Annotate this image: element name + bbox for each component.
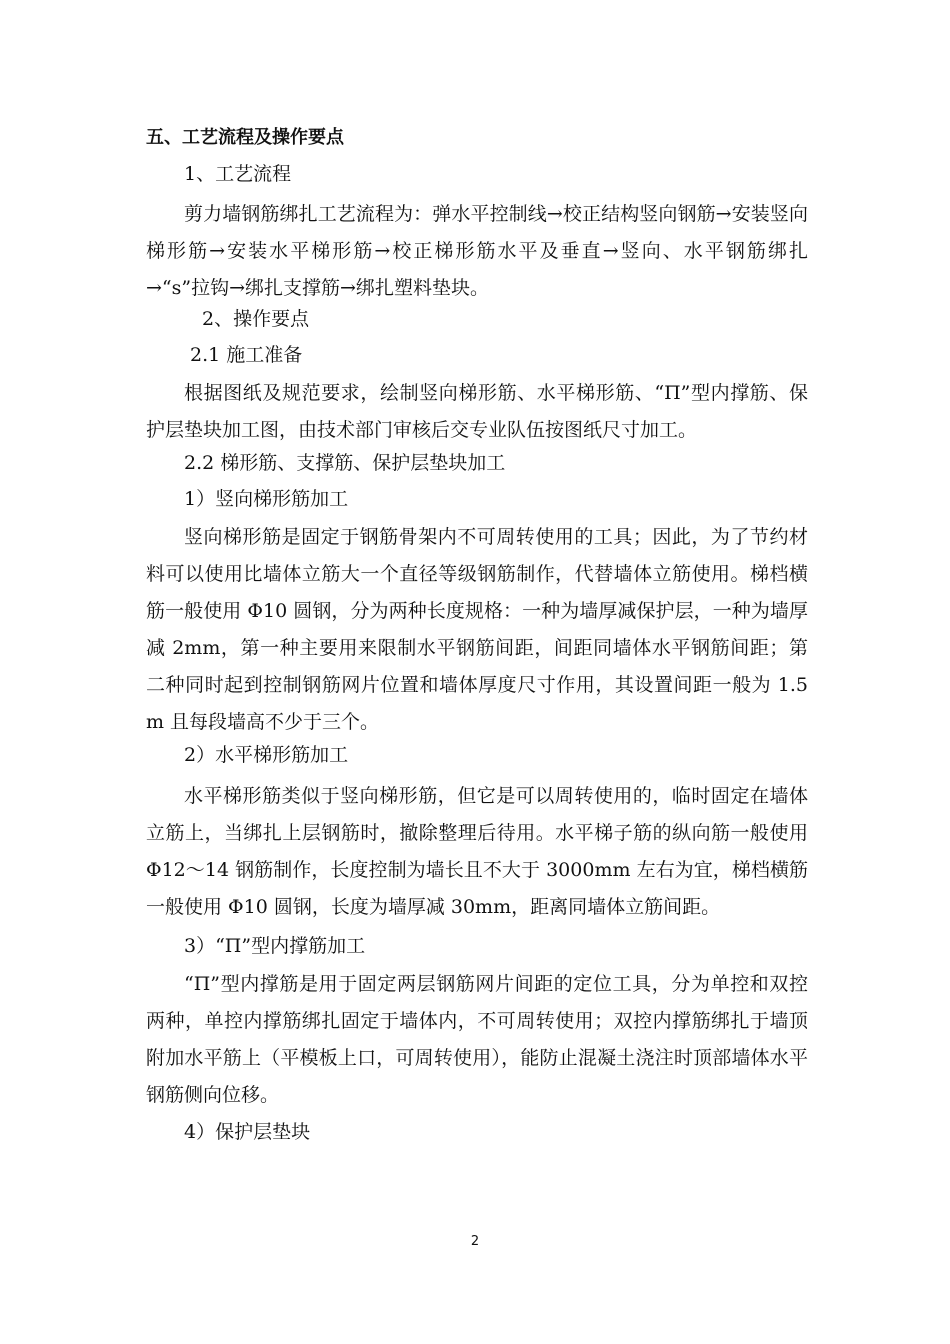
item-title-horizontal-ladder: 2）水平梯形筋加工 <box>184 744 349 766</box>
subsection-title-construction-prep: 2.1 施工准备 <box>190 344 303 366</box>
item-title-vertical-ladder: 1）竖向梯形筋加工 <box>184 488 349 510</box>
page-number: 2 <box>470 1234 480 1249</box>
subsection-title-process-flow: 1、工艺流程 <box>184 163 292 185</box>
paragraph-horizontal-ladder: 水平梯形筋类似于竖向梯形筋，但它是可以周转使用的，临时固定在墙体立筋上，当绑扎上层钢筋时，撤除整理后待用。水平梯子筋的纵向筋一般使用 Φ12～14 钢筋制作，长度控制为墙长且不大于 3000mm 左右为宜，梯档横筋一般使用 Φ10 圆钢，长度为墙厚减 30mm，距离同墙体立筋间距。 <box>146 785 808 918</box>
paragraph-vertical-ladder: 竖向梯形筋是固定于钢筋骨架内不可周转使用的工具；因此，为了节约材料可以使用比墙体立筋大一个直径等级钢筋制作，代替墙体立筋使用。梯档横筋一般使用 Φ10 圆钢，分为两种长度规格：一种为墙厚减保护层，一种为墙厚减 2mm，第一种主要用来限制水平钢筋间距，间距同墙体水平钢筋间距；第二种同时起到控制钢筋网片位置和墙体厚度尺寸作用，其设置间距一般为 1.5m 且每段墙高不少于三个。 <box>146 526 808 733</box>
paragraph-process-flow: 剪力墙钢筋绑扎工艺流程为：弹水平控制线→校正结构竖向钢筋→安装竖向梯形筋→安装水平梯形筋→校正梯形筋水平及垂直→竖向、水平钢筋绑扎→“s”拉钩→绑扎支撑筋→绑扎塑料垫块。 <box>146 203 808 299</box>
section-heading: 五、工艺流程及操作要点 <box>146 127 344 148</box>
paragraph-construction-prep: 根据图纸及规范要求，绘制竖向梯形筋、水平梯形筋、“Π”型内撑筋、保护层垫块加工图，由技术部门审核后交专业队伍按图纸尺寸加工。 <box>146 382 808 441</box>
subsection-title-operation-points: 2、操作要点 <box>202 308 310 330</box>
paragraph-pi-brace: “Π”型内撑筋是用于固定两层钢筋网片间距的定位工具，分为单控和双控两种，单控内撑筋绑扎固定于墙体内，不可周转使用；双控内撑筋绑扎于墙顶附加水平筋上（平模板上口，可周转使用），能防止混凝土浇注时顶部墙体水平钢筋侧向位移。 <box>146 973 808 1106</box>
subsection-title-processing: 2.2 梯形筋、支撑筋、保护层垫块加工 <box>184 452 506 474</box>
item-title-pi-brace: 3）“Π”型内撑筋加工 <box>184 935 366 957</box>
item-title-cover-block: 4）保护层垫块 <box>184 1121 311 1143</box>
